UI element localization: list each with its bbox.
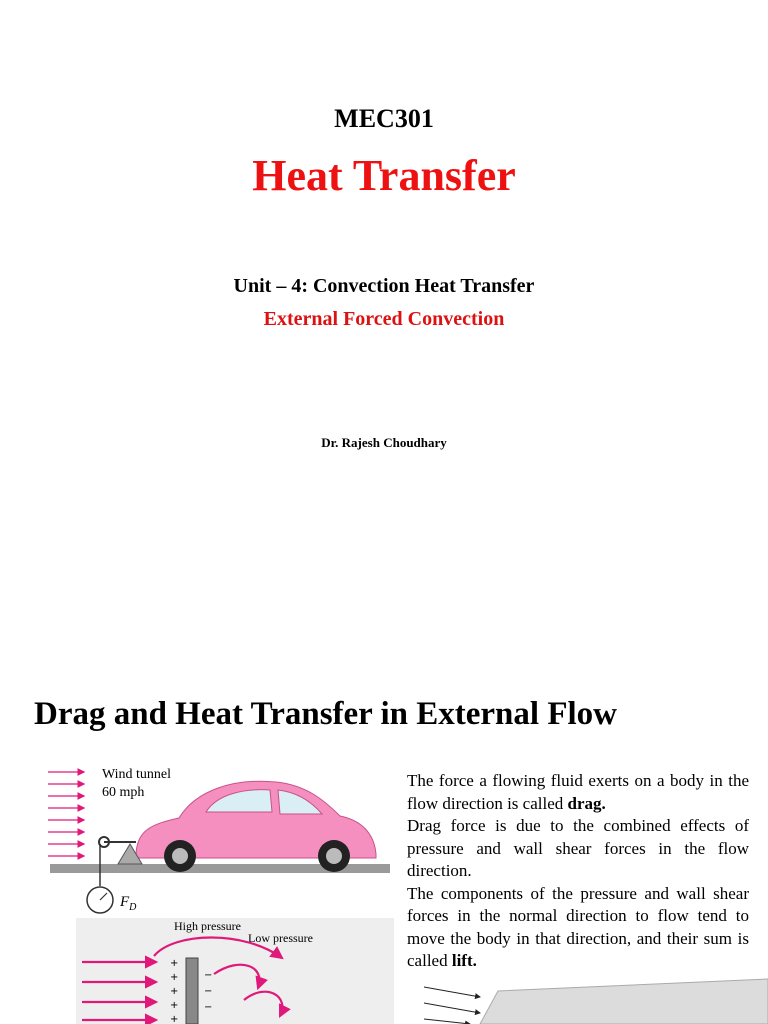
svg-text:+: + [170,1014,179,1024]
paragraph-drag-force: Drag force is due to the combined effects of pressure and wall shear forces in the flow direction. [407,816,749,880]
car-illustration [136,781,376,872]
flow-arrows [48,772,84,856]
subtitle: External Forced Convection [263,308,505,330]
svg-text:+: + [170,958,179,969]
tunnel-label-1: Wind tunnel [102,767,172,782]
airfoil-figure [410,975,768,1024]
paragraph-lift: The components of the pressure and wall shear forces in the normal direction to flow tend to move the body in that direction, and their sum is called lift. [407,883,749,970]
paragraph-drag: The force a flowing fluid exerts on a body in the flow direction is called drag. [407,771,749,813]
force-subscript: D [129,902,137,913]
svg-text:−: − [204,986,213,997]
tunnel-label-2: 60 mph [102,785,145,800]
svg-text:−: − [204,970,213,981]
wind-tunnel-figure [44,760,394,1024]
slide-heading: Drag and Heat Transfer in External Flow [34,696,617,732]
svg-text:+: + [170,972,179,983]
content-slide [0,660,768,1024]
drag-description [407,770,749,973]
course-code: MEC301 [334,104,434,133]
high-pressure-label: High pressure [174,919,241,933]
author-name: Dr. Rajesh Choudhary [321,435,447,450]
force-label: F [120,894,130,910]
low-pressure-label: Low pressure [248,931,313,945]
unit-heading: Unit – 4: Convection Heat Transfer [233,275,535,297]
svg-text:+: + [170,986,179,997]
svg-text:+: + [170,1000,179,1011]
svg-text:FD [119,894,137,913]
page-title: Heat Transfer [252,151,516,200]
svg-text:−: − [204,1002,213,1013]
